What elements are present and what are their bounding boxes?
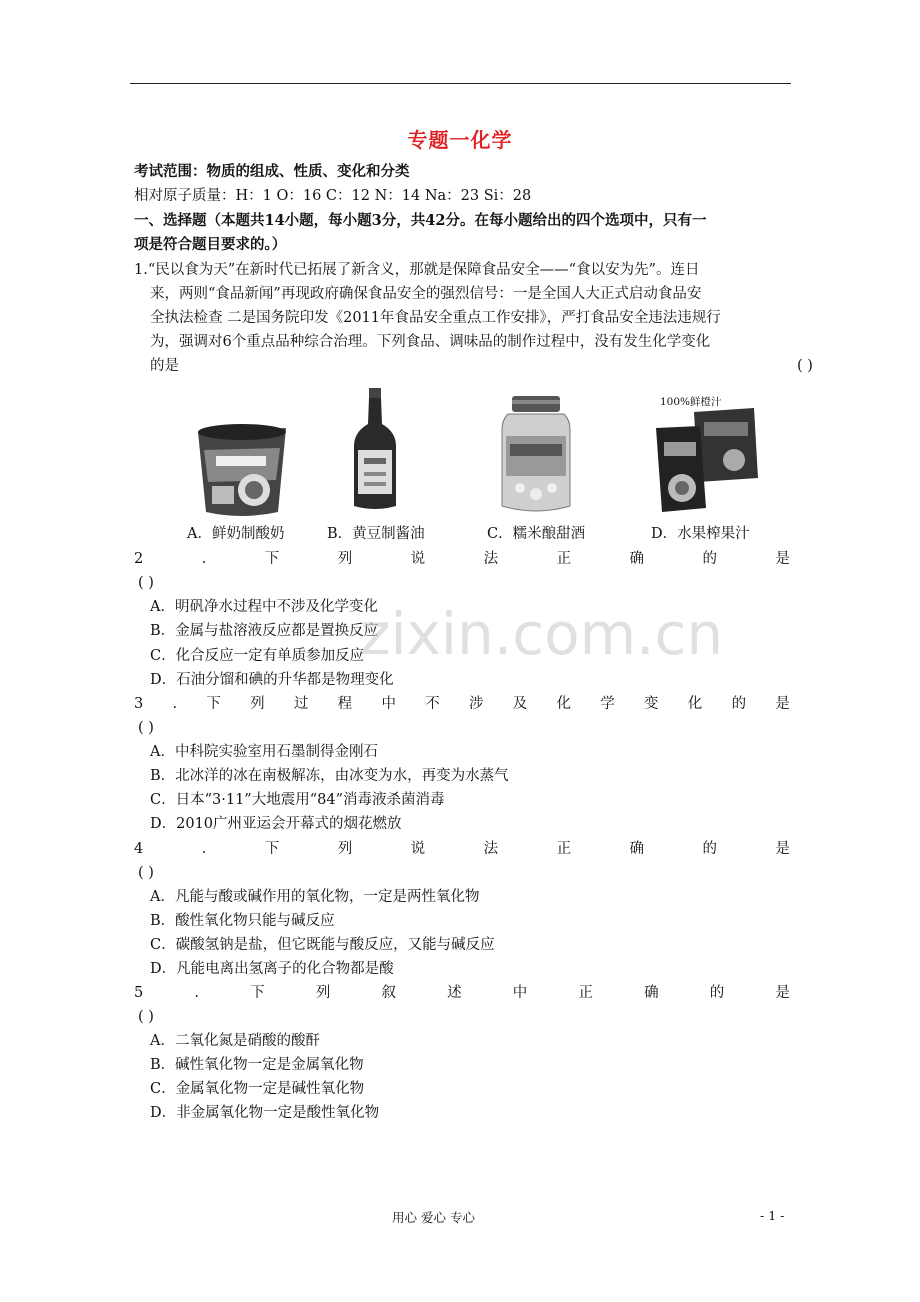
q1-line-2: 来，两则“食品新闻”再现政府确保食品安全的强烈信号：一是全国人大正式启动食品安: [150, 286, 702, 302]
q4-option-d: D．凡能电离出氢离子的化合物都是酸: [150, 961, 394, 977]
q4-option-b: B．酸性氧化物只能与碱反应: [150, 913, 335, 929]
q2-option-c: C．化合反应一定有单质参加反应: [150, 648, 365, 664]
q1-line-1: 1.“民以食为天”在新时代已拓展了新含义，那就是保障食品安全——“食以安为先”。连日: [134, 262, 700, 278]
yogurt-cup-image: [194, 420, 290, 520]
q2-option-a: A．明矾净水过程中不涉及化学变化: [150, 599, 378, 615]
q5-option-a: A．二氧化氮是硝酸的酸酐: [150, 1033, 320, 1049]
section-heading-line1: 一、选择题（本题共14小题，每小题3分，共42分。在每小题给出的四个选项中，只有一: [134, 212, 707, 229]
q2-stem: 2 . 下 列 说 法 正 确 的 是: [134, 551, 790, 567]
q5-option-b: B．碱性氧化物一定是金属氧化物: [150, 1057, 364, 1073]
footer-motto: 用心 爱心 专心: [392, 1210, 475, 1225]
juice-label: 100%鲜橙汁: [660, 396, 722, 408]
q3-option-c: C．日本“3·11”大地震用“84”消毒液杀菌消毒: [150, 792, 445, 808]
section-heading-line2: 项是符合题目要求的。）: [134, 236, 287, 253]
q1-option-c: C．糯米酿甜酒: [487, 526, 586, 542]
q4-answer-bracket: ( ): [138, 865, 154, 881]
q1-line-4: 为，强调对6个重点品种综合治理。下列食品、调味品的制作过程中，没有发生化学变化: [150, 334, 711, 350]
q1-option-b: B．黄豆制酱油: [327, 526, 425, 542]
q5-stem: 5 . 下 列 叙 述 中 正 确 的 是: [134, 985, 790, 1001]
q3-answer-bracket: ( ): [138, 720, 154, 736]
soy-sauce-bottle-image: [350, 388, 400, 512]
q2-answer-bracket: ( ): [138, 575, 154, 591]
q5-option-d: D．非金属氧化物一定是酸性氧化物: [150, 1105, 380, 1121]
page-title: 专题一化学: [407, 128, 513, 152]
q2-option-b: B．金属与盐溶液反应都是置换反应: [150, 623, 379, 639]
q5-answer-bracket: ( ): [138, 1009, 154, 1025]
q1-line-5: 的是: [150, 358, 179, 374]
rice-wine-jar-image: [500, 396, 572, 516]
watermark: zixin.com.cn: [360, 600, 724, 668]
header-rule: [130, 83, 791, 84]
q3-option-b: B．北冰洋的冰在南极解冻，由冰变为水，再变为水蒸气: [150, 768, 509, 784]
page-number: - 1 -: [760, 1208, 785, 1223]
q3-stem: 3 . 下 列 过 程 中 不 涉 及 化 学 变 化 的 是: [134, 696, 790, 712]
atomic-mass: 相对原子质量：H：1 O：16 C：12 N：14 Na：23 Si：28: [134, 188, 532, 204]
q3-option-d: D．2010广州亚运会开幕式的烟花燃放: [150, 816, 402, 832]
q3-option-a: A．中科院实验室用石墨制得金刚石: [150, 744, 378, 760]
juice-boxes-image: [654, 408, 760, 512]
q4-option-a: A．凡能与酸或碱作用的氧化物，一定是两性氧化物: [150, 889, 480, 905]
q5-option-c: C．金属氧化物一定是碱性氧化物: [150, 1081, 365, 1097]
q2-option-d: D．石油分馏和碘的升华都是物理变化: [150, 672, 394, 688]
q1-option-a: A．鲜奶制酸奶: [187, 526, 285, 542]
q1-line-3: 全执法检查 二是国务院印发《2011年食品安全重点工作安排》，严打食品安全违法违规行: [150, 310, 721, 326]
q4-stem: 4 . 下 列 说 法 正 确 的 是: [134, 841, 790, 857]
q1-option-d: D．水果榨果汁: [651, 526, 750, 542]
q4-option-c: C．碳酸氢钠是盐，但它既能与酸反应，又能与碱反应: [150, 937, 495, 953]
exam-scope: 考试范围：物质的组成、性质、变化和分类: [134, 163, 410, 180]
q1-answer-bracket: ( ): [797, 358, 813, 374]
